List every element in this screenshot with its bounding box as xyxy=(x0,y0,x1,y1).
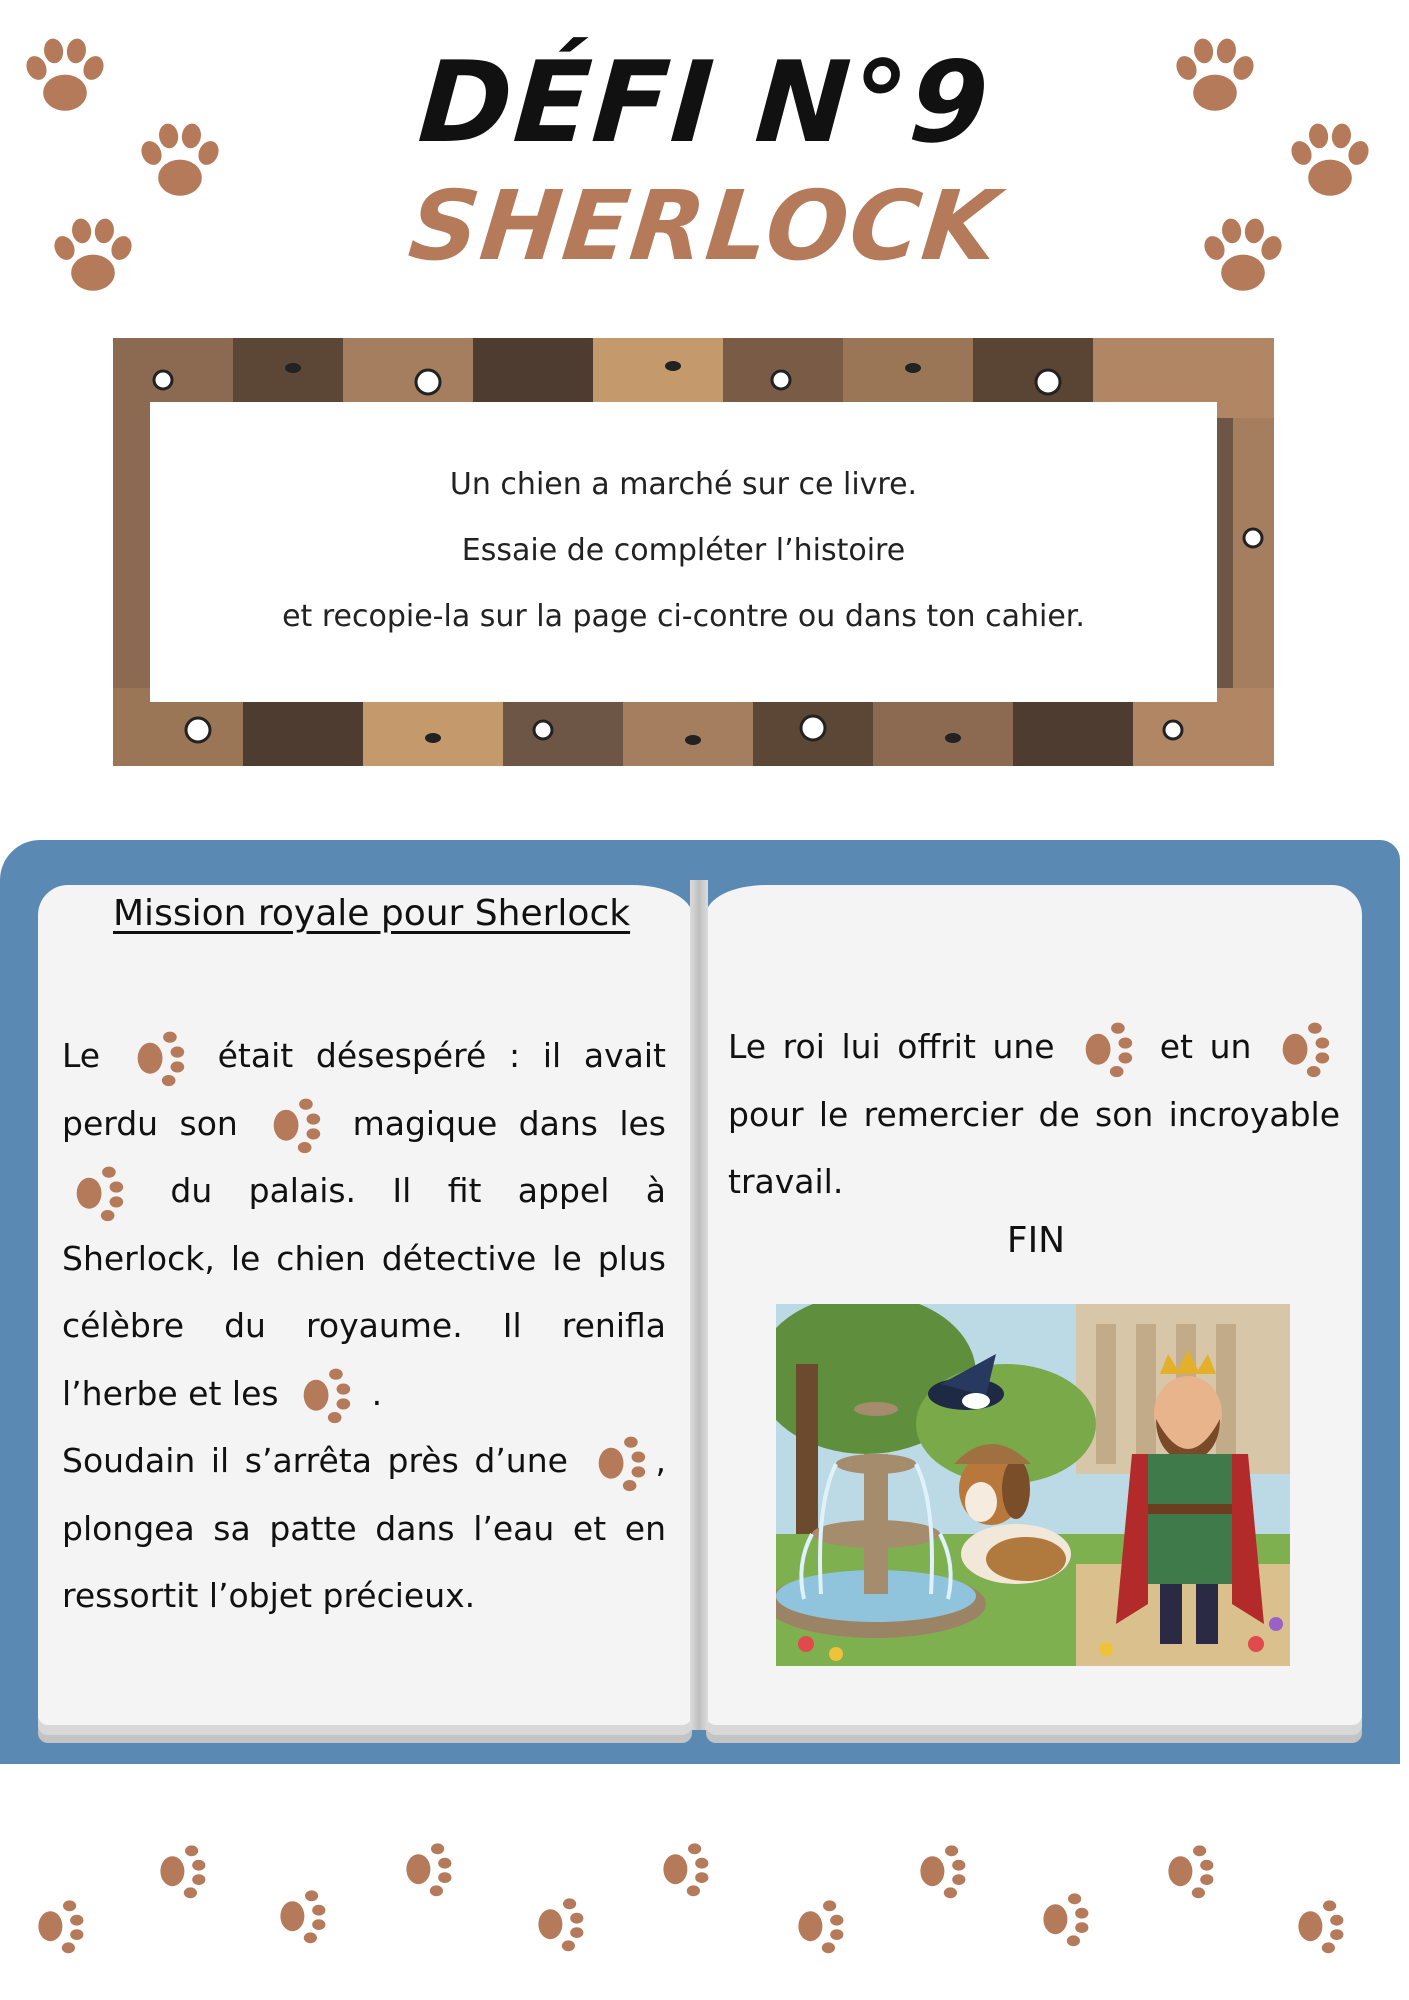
story-text: pour le remercier de son incroyable travail. xyxy=(728,1094,1340,1201)
instruction-line: Essaie de compléter l’histoire xyxy=(461,533,906,568)
story-text: du palais. Il fit appel à Sherlock, le chien détective le plus célèbre du royaume. Il renifla l’herbe et les xyxy=(62,1171,666,1413)
instructions-card xyxy=(150,402,1217,702)
paw-print-icon xyxy=(129,1026,191,1088)
paw-blank xyxy=(259,1105,331,1145)
paw-blank xyxy=(62,1173,134,1213)
paw-blank xyxy=(1071,1029,1143,1069)
paw-print-icon xyxy=(295,1363,357,1425)
paw-print-icon xyxy=(1160,1840,1220,1900)
paw-blank xyxy=(289,1375,361,1415)
paw-blank xyxy=(1268,1029,1340,1069)
instruction-line: Un chien a marché sur ce livre. xyxy=(449,467,918,502)
paw-print-icon xyxy=(530,1893,590,1953)
paw-print-icon xyxy=(1077,1017,1139,1079)
story-right-text xyxy=(728,1013,1340,1216)
page-title: DÉFI N°9 xyxy=(414,38,995,168)
paw-print-icon xyxy=(68,1161,130,1223)
story-text: magique dans les xyxy=(352,1103,666,1143)
paw-blank xyxy=(584,1443,656,1483)
story-text: Le xyxy=(62,1036,101,1075)
paw-blank xyxy=(123,1038,195,1078)
paw-print-icon xyxy=(1274,1017,1336,1079)
paw-print-icon xyxy=(590,1431,652,1493)
paw-print-icon xyxy=(1035,1888,1095,1948)
story-title: Mission royale pour Sherlock xyxy=(113,893,631,934)
story-text: . xyxy=(371,1373,383,1413)
story-text: , plongea sa patte dans l’eau et en ressortit l’objet précieux. xyxy=(62,1441,666,1615)
paw-print-icon xyxy=(30,1895,90,1955)
paw-print-icon xyxy=(655,1838,715,1898)
paw-print-icon xyxy=(152,1840,212,1900)
story-text: Le roi lui offrit une xyxy=(728,1027,1055,1066)
paw-print-icon xyxy=(912,1840,972,1900)
book-spine xyxy=(690,880,708,1730)
paw-print-icon xyxy=(265,1093,327,1155)
paw-print-icon xyxy=(790,1895,850,1955)
story-end-label: FIN xyxy=(1006,1220,1066,1261)
story-illustration xyxy=(776,1304,1290,1666)
paw-print-icon xyxy=(398,1838,458,1898)
story-text: était désespéré : il avait perdu son xyxy=(62,1036,666,1143)
paw-print-icon xyxy=(272,1885,332,1945)
instruction-line: et recopie-la sur la page ci-contre ou dans ton cahier. xyxy=(282,599,1085,634)
page-subtitle: SHERLOCK xyxy=(404,170,1005,282)
story-text: et un xyxy=(1159,1027,1252,1066)
story-text: Soudain il s’arrêta près d’une xyxy=(62,1441,568,1480)
paw-print-icon xyxy=(1290,1895,1350,1955)
story-left-text xyxy=(62,1022,666,1630)
